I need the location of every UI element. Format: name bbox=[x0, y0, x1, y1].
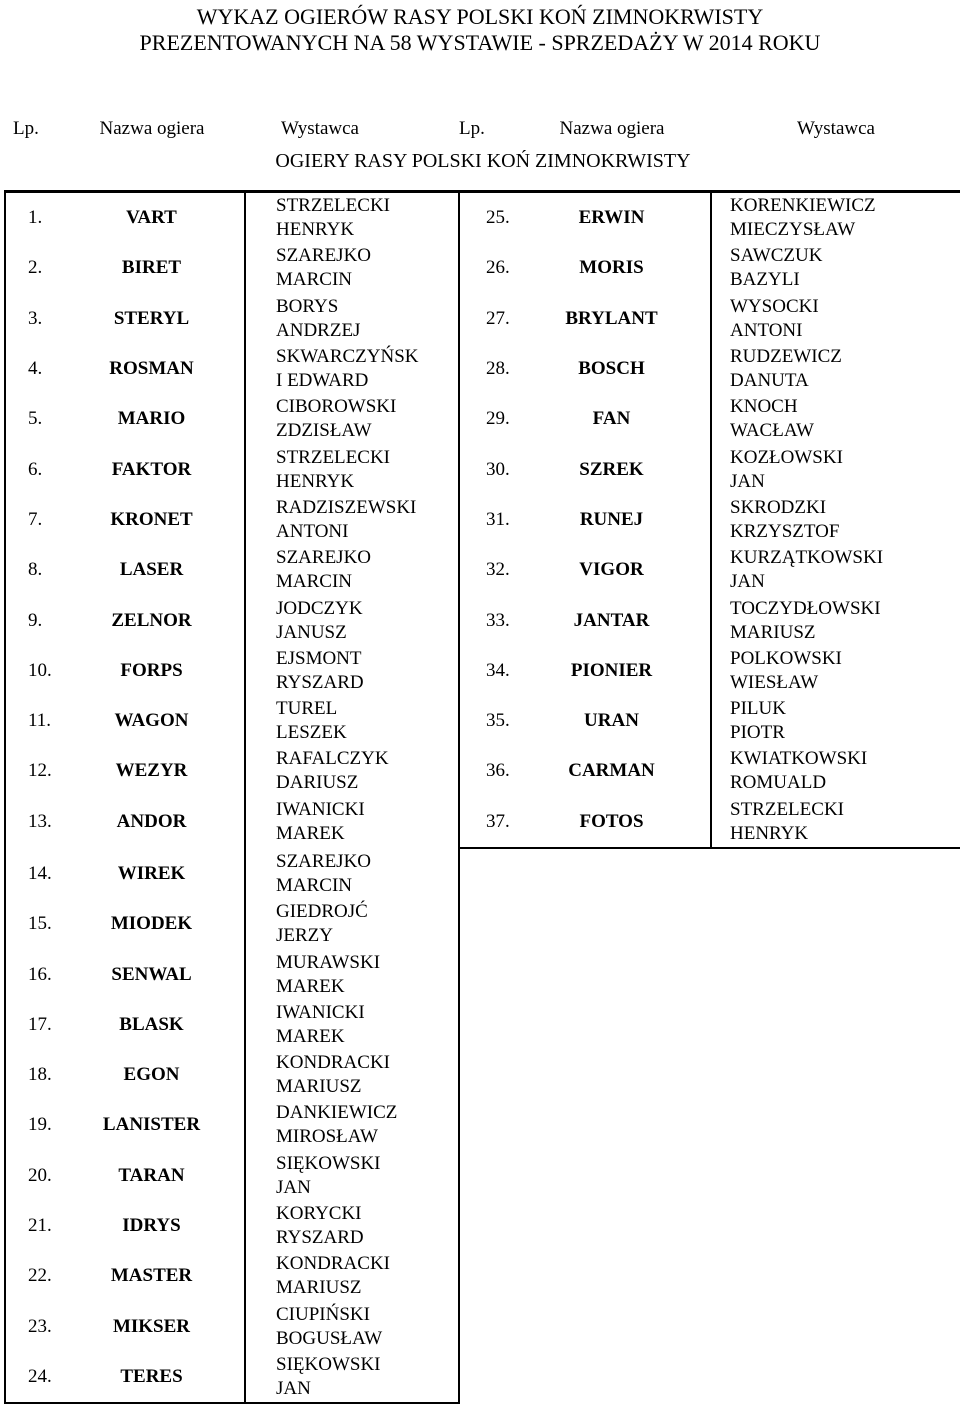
row-number: 14. bbox=[5, 848, 59, 899]
row-number: 23. bbox=[5, 1302, 59, 1352]
exhibitor-cell bbox=[711, 595, 960, 645]
exhibitor-surname: IWANICKI bbox=[276, 1001, 365, 1023]
row-number: 36. bbox=[486, 760, 510, 782]
empty-cell bbox=[459, 848, 960, 899]
exhibitor-firstname: BOGUSŁAW bbox=[276, 1327, 383, 1349]
table-row bbox=[5, 545, 960, 595]
row-number: 8. bbox=[5, 545, 59, 595]
exhibitor-firstname: RYSZARD bbox=[276, 671, 364, 693]
stallion-name: SENWAL bbox=[111, 963, 192, 985]
exhibitor-cell bbox=[245, 595, 459, 645]
row-number: 32. bbox=[486, 559, 510, 581]
exhibitor-surname: SZAREJKO bbox=[276, 547, 372, 569]
exhibitor-cell bbox=[245, 797, 459, 848]
exhibitor-surname: KONDRACKI bbox=[276, 1052, 390, 1074]
exhibitor-firstname: ANTONI bbox=[276, 520, 349, 542]
exhibitor-cell bbox=[711, 696, 960, 746]
exhibitor-surname: KORENKIEWICZ bbox=[730, 195, 876, 217]
header-name: Nazwa ogiera bbox=[99, 118, 205, 139]
empty-cell bbox=[459, 1100, 960, 1150]
exhibitor-surname: MURAWSKI bbox=[276, 951, 381, 973]
exhibitor-firstname: KRZYSZTOF bbox=[730, 520, 840, 542]
stallion-name: WIREK bbox=[117, 862, 186, 884]
exhibitor-surname: RADZISZEWSKI bbox=[276, 496, 417, 518]
exhibitor-cell bbox=[245, 1100, 459, 1150]
row-number: 24. bbox=[5, 1352, 59, 1403]
row-number: 15. bbox=[5, 899, 59, 949]
table-row bbox=[5, 949, 960, 999]
exhibitor-firstname: MARCIN bbox=[276, 269, 353, 291]
exhibitor-cell bbox=[711, 495, 960, 545]
stallion-name: SZREK bbox=[579, 458, 644, 480]
row-number: 7. bbox=[5, 495, 59, 545]
row-number: 5. bbox=[5, 394, 59, 444]
exhibitor-cell bbox=[711, 746, 960, 796]
stallion-name: TERES bbox=[59, 1352, 245, 1403]
exhibitor-cell bbox=[245, 696, 459, 746]
exhibitor-cell bbox=[245, 899, 459, 949]
exhibitor-firstname: ANDRZEJ bbox=[276, 319, 361, 341]
table-row bbox=[5, 1201, 960, 1251]
exhibitor-cell bbox=[245, 444, 459, 494]
exhibitor-cell bbox=[245, 394, 459, 444]
row-number: 35. bbox=[486, 710, 510, 732]
exhibitor-firstname: RYSZARD bbox=[276, 1227, 364, 1249]
exhibitor-firstname: HENRYK bbox=[276, 219, 355, 241]
table-row bbox=[5, 1100, 960, 1150]
section-row bbox=[5, 150, 960, 192]
row-number: 26. bbox=[486, 257, 510, 279]
stallion-name: LANISTER bbox=[102, 1114, 201, 1136]
stallion-name: BIRET bbox=[121, 257, 182, 279]
table-row bbox=[5, 1151, 960, 1201]
row-number: 19. bbox=[5, 1100, 59, 1150]
header-name-2: Nazwa ogiera bbox=[559, 118, 665, 139]
row-number: 4. bbox=[5, 344, 59, 394]
row-number: 6. bbox=[5, 444, 59, 494]
exhibitor-firstname: ROMUALD bbox=[730, 772, 827, 794]
empty-cell bbox=[459, 1050, 960, 1100]
exhibitor-cell bbox=[245, 1000, 459, 1050]
exhibitor-firstname: MAREK bbox=[276, 975, 345, 997]
stallion-name: IDRYS bbox=[122, 1215, 181, 1237]
row-number: 2. bbox=[5, 243, 59, 293]
exhibitor-firstname: WACŁAW bbox=[730, 420, 814, 442]
exhibitor-firstname: MAREK bbox=[276, 1025, 345, 1047]
row-number: 29. bbox=[486, 408, 510, 430]
table-row bbox=[5, 848, 960, 899]
stallion-name: MARIO bbox=[117, 408, 186, 430]
table-row bbox=[5, 444, 960, 494]
exhibitor-surname: PILUK bbox=[730, 698, 786, 720]
stallion-name: RUNEJ bbox=[579, 508, 644, 530]
exhibitor-surname: WYSOCKI bbox=[730, 295, 819, 317]
table-row bbox=[5, 899, 960, 949]
exhibitor-surname: RAFALCZYK bbox=[276, 748, 389, 770]
exhibitor-surname: SZAREJKO bbox=[276, 245, 372, 267]
exhibitor-firstname: MIROSŁAW bbox=[276, 1126, 378, 1148]
stallion-name: ANDOR bbox=[116, 811, 187, 833]
row-number: 1. bbox=[5, 192, 59, 244]
row-number: 18. bbox=[5, 1050, 59, 1100]
row-number: 17. bbox=[5, 1000, 59, 1050]
stallion-name: BRYLANT bbox=[565, 307, 658, 329]
stallion-name: FAKTOR bbox=[111, 458, 192, 480]
empty-cell bbox=[459, 949, 960, 999]
row-number: 3. bbox=[5, 294, 59, 344]
stallion-name: TARAN bbox=[118, 1164, 185, 1186]
stallion-name: LASER bbox=[119, 559, 184, 581]
exhibitor-firstname: MARIUSZ bbox=[730, 621, 816, 643]
exhibitor-surname: KURZĄTKOWSKI bbox=[730, 547, 884, 569]
exhibitor-surname: KWIATKOWSKI bbox=[730, 748, 868, 770]
stallion-name: VART bbox=[126, 207, 177, 229]
exhibitor-cell bbox=[245, 495, 459, 545]
stallion-name: PIONIER bbox=[570, 659, 653, 681]
stallion-name: JANTAR bbox=[573, 609, 650, 631]
row-number: 9. bbox=[5, 595, 59, 645]
exhibitor-cell bbox=[711, 545, 960, 595]
exhibitor-firstname: JERZY bbox=[276, 925, 333, 947]
stallion-name: BLASK bbox=[119, 1013, 184, 1035]
exhibitor-firstname: DARIUSZ bbox=[276, 772, 359, 794]
stallion-name: CARMAN bbox=[568, 760, 655, 782]
exhibitor-firstname: MARIUSZ bbox=[276, 1277, 362, 1299]
exhibitor-cell bbox=[245, 1151, 459, 1201]
exhibitor-cell bbox=[245, 1251, 459, 1301]
exhibitor-cell bbox=[711, 294, 960, 344]
table-row bbox=[5, 495, 960, 545]
exhibitor-surname: POLKOWSKI bbox=[730, 647, 842, 669]
section-title: OGIERY RASY POLSKI KOŃ ZIMNOKRWISTY bbox=[5, 150, 960, 192]
stallions-table bbox=[4, 108, 960, 1404]
exhibitor-firstname: MARCIN bbox=[276, 571, 353, 593]
exhibitor-surname: EJSMONT bbox=[276, 647, 362, 669]
exhibitor-cell bbox=[245, 848, 459, 899]
table-row bbox=[5, 394, 960, 444]
exhibitor-surname: SIĘKOWSKI bbox=[276, 1353, 381, 1375]
exhibitor-firstname: PIOTR bbox=[730, 722, 785, 744]
empty-cell bbox=[459, 1151, 960, 1201]
stallion-name: BOSCH bbox=[578, 358, 645, 380]
empty-cell bbox=[459, 899, 960, 949]
row-number: 21. bbox=[5, 1201, 59, 1251]
exhibitor-surname: TOCZYDŁOWSKI bbox=[730, 597, 881, 619]
stallion-name: KRONET bbox=[110, 508, 193, 530]
row-number: 12. bbox=[5, 746, 59, 796]
table-row bbox=[5, 1050, 960, 1100]
exhibitor-surname: KNOCH bbox=[730, 396, 798, 418]
title-line-1: WYKAZ OGIERÓW RASY POLSKI KOŃ ZIMNOKRWISTY bbox=[196, 4, 764, 29]
exhibitor-surname: SZAREJKO bbox=[276, 850, 372, 872]
exhibitor-firstname: HENRYK bbox=[730, 822, 809, 844]
exhibitor-firstname: ZDZISŁAW bbox=[276, 420, 372, 442]
table-row bbox=[5, 1352, 960, 1403]
header-lp-2: Lp. bbox=[459, 118, 485, 139]
header-lp: Lp. bbox=[13, 118, 39, 139]
exhibitor-cell bbox=[245, 243, 459, 293]
exhibitor-surname: KONDRACKI bbox=[276, 1253, 390, 1275]
stallion-name: MIKSER bbox=[112, 1315, 191, 1337]
exhibitor-surname: STRZELECKI bbox=[730, 798, 844, 820]
stallion-name: MASTER bbox=[110, 1265, 193, 1287]
exhibitor-cell bbox=[245, 344, 459, 394]
row-number: 20. bbox=[5, 1151, 59, 1201]
row-number: 11. bbox=[5, 696, 59, 746]
exhibitor-firstname: MARCIN bbox=[276, 874, 353, 896]
empty-cell bbox=[459, 1302, 960, 1352]
exhibitor-surname: KOZŁOWSKI bbox=[730, 446, 843, 468]
exhibitor-cell bbox=[245, 1050, 459, 1100]
exhibitor-surname: GIEDROJĆ bbox=[276, 901, 368, 923]
table-row bbox=[5, 746, 960, 796]
exhibitor-cell bbox=[711, 646, 960, 696]
exhibitor-firstname: MAREK bbox=[276, 823, 345, 845]
stallion-name: STERYL bbox=[113, 307, 190, 329]
row-number: 31. bbox=[486, 508, 510, 530]
empty-cell bbox=[459, 1251, 960, 1301]
exhibitor-surname: IWANICKI bbox=[276, 799, 365, 821]
empty-cell bbox=[459, 1000, 960, 1050]
exhibitor-firstname: JANUSZ bbox=[276, 621, 347, 643]
stallion-name: ZELNOR bbox=[111, 609, 192, 631]
row-number: 27. bbox=[486, 307, 510, 329]
exhibitor-firstname: I EDWARD bbox=[276, 370, 369, 392]
stallion-name: WEZYR bbox=[115, 760, 188, 782]
exhibitor-surname: SKRODZKI bbox=[730, 496, 827, 518]
table-row bbox=[5, 797, 960, 848]
exhibitor-cell bbox=[711, 797, 960, 848]
row-number: 10. bbox=[5, 646, 59, 696]
exhibitor-cell bbox=[711, 394, 960, 444]
document-title bbox=[0, 4, 960, 56]
header-exhibitor-2: Wystawca bbox=[797, 118, 875, 139]
exhibitor-cell bbox=[245, 1201, 459, 1251]
exhibitor-surname: CIUPIŃSKI bbox=[276, 1303, 370, 1325]
title-line-2: PREZENTOWANYCH NA 58 WYSTAWIE - SPRZEDAŻY W 2014 ROKU bbox=[139, 30, 821, 55]
exhibitor-surname: BORYS bbox=[276, 295, 339, 317]
exhibitor-firstname: HENRYK bbox=[276, 470, 355, 492]
exhibitor-cell bbox=[245, 192, 459, 244]
exhibitor-cell bbox=[711, 243, 960, 293]
row-number: 37. bbox=[459, 797, 513, 848]
exhibitor-cell bbox=[245, 746, 459, 796]
exhibitor-surname: STRZELECKI bbox=[276, 446, 390, 468]
stallion-name: VIGOR bbox=[579, 559, 644, 581]
table-row bbox=[5, 646, 960, 696]
stallion-name: EGON bbox=[123, 1064, 180, 1086]
stallion-name: FOTOS bbox=[513, 797, 711, 848]
exhibitor-surname: SAWCZUK bbox=[730, 245, 823, 267]
exhibitor-firstname: LESZEK bbox=[276, 722, 347, 744]
exhibitor-firstname: DANUTA bbox=[730, 370, 809, 392]
table-row bbox=[5, 294, 960, 344]
row-number: 16. bbox=[5, 949, 59, 999]
stallion-name: ERWIN bbox=[578, 207, 645, 229]
table-row bbox=[5, 696, 960, 746]
exhibitor-surname: STRZELECKI bbox=[276, 195, 390, 217]
stallion-name: FORPS bbox=[120, 659, 183, 681]
table-row bbox=[5, 1251, 960, 1301]
exhibitor-surname: SKWARCZYŃSK bbox=[276, 346, 419, 368]
stallion-name: MIODEK bbox=[110, 913, 193, 935]
exhibitor-cell bbox=[245, 949, 459, 999]
table-row bbox=[5, 1302, 960, 1352]
stallion-name: MORIS bbox=[579, 257, 644, 279]
exhibitor-firstname: BAZYLI bbox=[730, 269, 800, 291]
exhibitor-cell bbox=[711, 444, 960, 494]
row-number: 25. bbox=[486, 207, 510, 229]
exhibitor-firstname: ANTONI bbox=[730, 319, 803, 341]
table-row bbox=[5, 595, 960, 645]
header-exhibitor: Wystawca bbox=[281, 118, 359, 139]
table-row bbox=[5, 1000, 960, 1050]
exhibitor-firstname: JAN bbox=[730, 470, 765, 492]
stallion-name: ROSMAN bbox=[109, 358, 194, 380]
exhibitor-firstname: WIESŁAW bbox=[730, 671, 819, 693]
exhibitor-cell bbox=[245, 545, 459, 595]
stallion-name: URAN bbox=[584, 710, 639, 732]
empty-cell bbox=[459, 1352, 960, 1403]
exhibitor-surname: SIĘKOWSKI bbox=[276, 1152, 381, 1174]
exhibitor-firstname: JAN bbox=[730, 571, 765, 593]
row-number: 13. bbox=[5, 797, 59, 848]
table-row bbox=[5, 344, 960, 394]
exhibitor-firstname: JAN bbox=[276, 1176, 311, 1198]
exhibitor-surname: DANKIEWICZ bbox=[276, 1102, 398, 1124]
exhibitor-surname: RUDZEWICZ bbox=[730, 346, 842, 368]
exhibitor-surname: TUREL bbox=[276, 698, 338, 720]
exhibitor-firstname: MARIUSZ bbox=[276, 1076, 362, 1098]
table-row bbox=[5, 192, 960, 244]
table-row bbox=[5, 243, 960, 293]
exhibitor-firstname: JAN bbox=[276, 1377, 311, 1399]
row-number: 34. bbox=[486, 659, 510, 681]
exhibitor-cell bbox=[245, 1302, 459, 1352]
header-row bbox=[5, 108, 960, 150]
row-number: 28. bbox=[486, 358, 510, 380]
stallion-name: WAGON bbox=[114, 710, 189, 732]
exhibitor-surname: KORYCKI bbox=[276, 1203, 362, 1225]
exhibitor-firstname: MIECZYSŁAW bbox=[730, 219, 856, 241]
exhibitor-surname: JODCZYK bbox=[276, 597, 363, 619]
stallion-name: FAN bbox=[592, 408, 631, 430]
exhibitor-cell bbox=[711, 192, 960, 244]
exhibitor-surname: CIBOROWSKI bbox=[276, 396, 397, 418]
row-number: 33. bbox=[486, 609, 510, 631]
empty-cell bbox=[459, 1201, 960, 1251]
exhibitor-cell bbox=[711, 344, 960, 394]
exhibitor-cell bbox=[245, 294, 459, 344]
row-number: 22. bbox=[5, 1251, 59, 1301]
row-number: 30. bbox=[486, 458, 510, 480]
exhibitor-cell bbox=[245, 1352, 459, 1403]
exhibitor-cell bbox=[245, 646, 459, 696]
